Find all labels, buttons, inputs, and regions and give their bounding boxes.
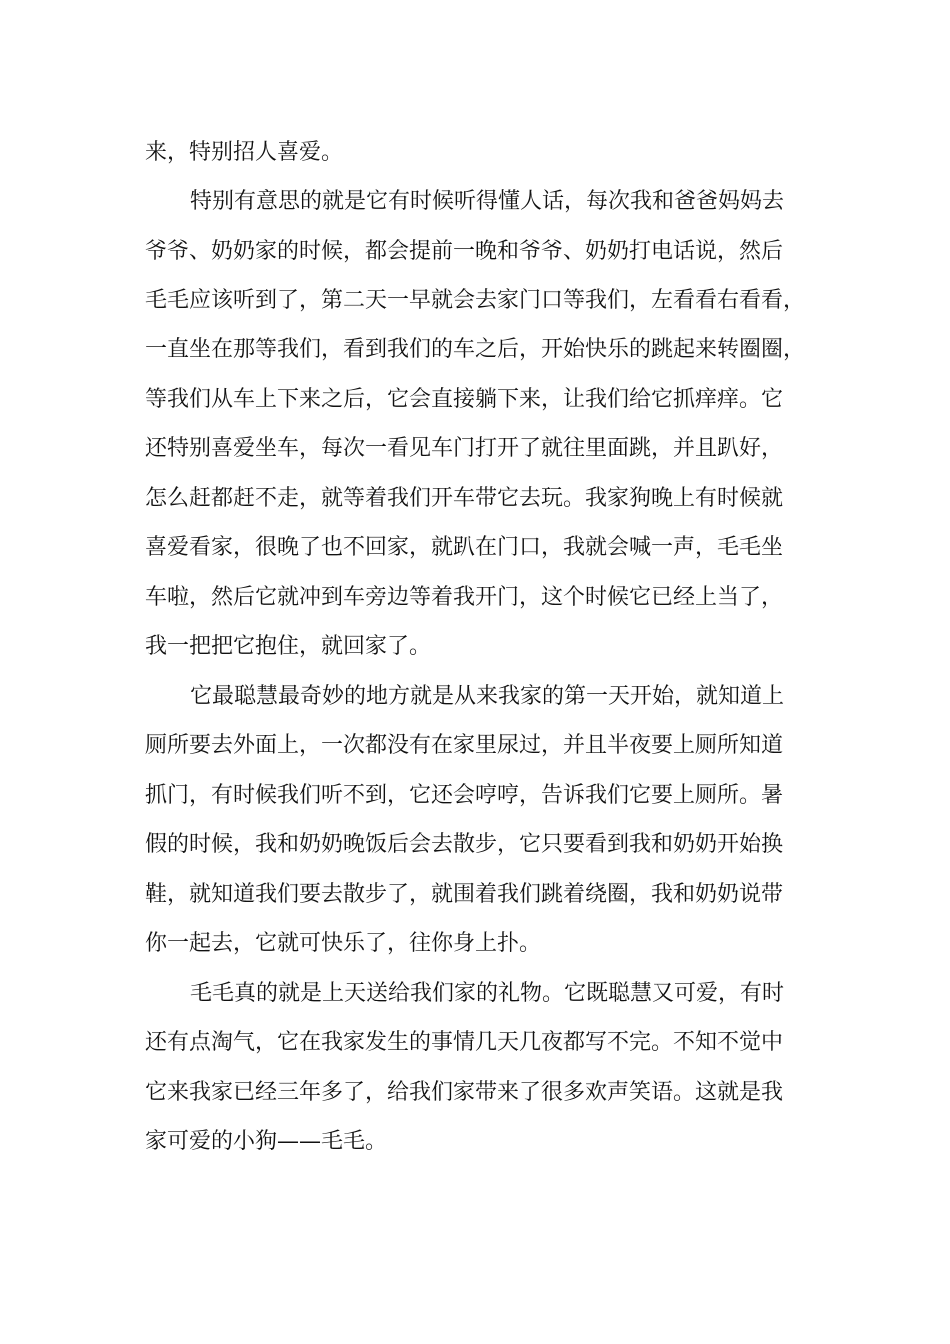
text-line: 还有点淘气，它在我家发生的事情几天几夜都写不完。不知不觉中 [145,1030,784,1055]
text-line: 爷爷、奶奶家的时候，都会提前一晚和爷爷、奶奶打电话说，然后 [145,239,784,264]
paragraph-first-line: 它最聪慧最奇妙的地方就是从来我家的第一天开始，就知道上 [190,684,785,709]
text-line: 车啦，然后它就冲到车旁边等着我开门，这个时候它已经上当了， [145,585,784,610]
text-line: 家可爱的小狗——毛毛。 [145,1129,388,1154]
text-line: 一直坐在那等我们，看到我们的车之后，开始快乐的跳起来转圈圈， [145,337,806,362]
text-line: 怎么赶都赶不走，就等着我们开车带它去玩。我家狗晚上有时候就 [145,486,784,511]
text-line: 我一把把它抱住，就回家了。 [145,634,432,659]
text-line: 还特别喜爱坐车，每次一看见车门打开了就往里面跳，并且趴好， [145,436,784,461]
text-line: 喜爱看家，很晚了也不回家，就趴在门口，我就会喊一声，毛毛坐 [145,535,784,560]
text-line: 假的时候，我和奶奶晚饭后会去散步，它只要看到我和奶奶开始换 [145,832,784,857]
text-line: 抓门，有时候我们听不到，它还会哼哼，告诉我们它要上厕所。暑 [145,783,784,808]
text-line: 毛毛应该听到了，第二天一早就会去家门口等我们，左看看右看看， [145,288,806,313]
text-line: 厕所要去外面上，一次都没有在家里尿过，并且半夜要上厕所知道 [145,733,784,758]
paragraph-first-line: 特别有意思的就是它有时候听得懂人话，每次我和爸爸妈妈去 [190,189,785,214]
paragraph-first-line: 毛毛真的就是上天送给我们家的礼物。它既聪慧又可爱，有时 [190,981,785,1006]
text-line: 你一起去，它就可快乐了，往你身上扑。 [145,931,542,956]
text-line: 鞋，就知道我们要去散步了，就围着我们跳着绕圈，我和奶奶说带 [145,882,784,907]
text-line: 来，特别招人喜爱。 [145,140,344,165]
text-line: 等我们从车上下来之后，它会直接躺下来，让我们给它抓痒痒。它 [145,387,784,412]
text-line: 它来我家已经三年多了，给我们家带来了很多欢声笑语。这就是我 [145,1080,784,1105]
